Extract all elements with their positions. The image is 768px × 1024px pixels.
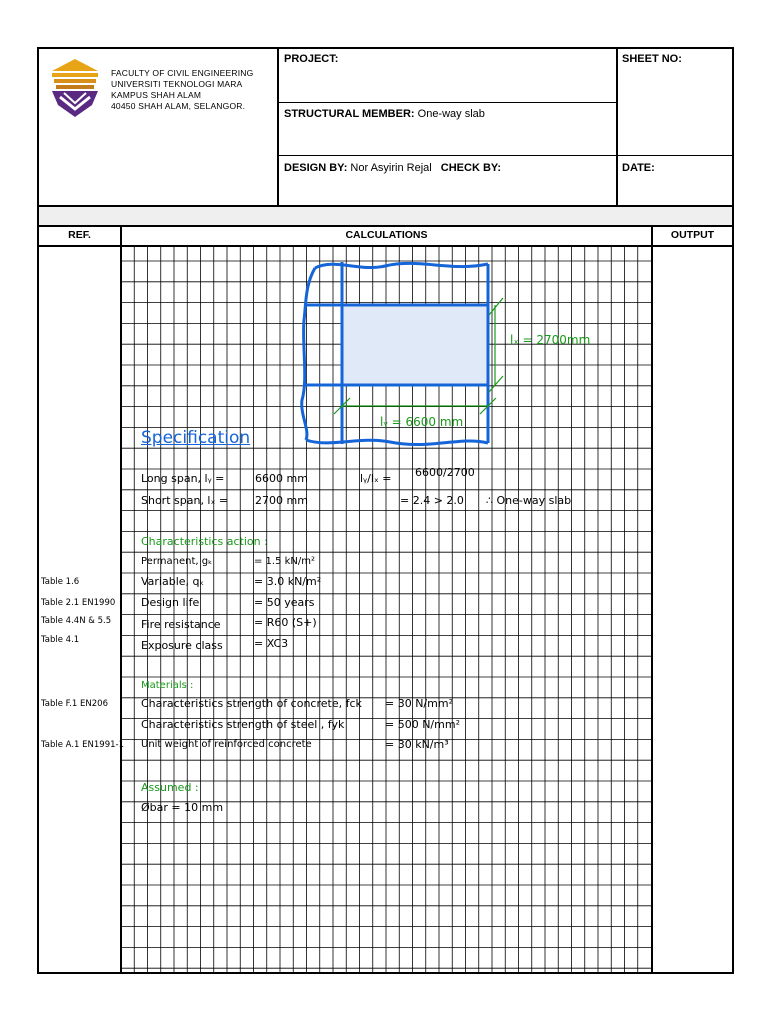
structural-member-value: One-way slab: [417, 108, 485, 120]
faculty-line: UNIVERSITI TEKNOLOGI MARA: [111, 79, 243, 89]
ratio-fraction: 6600/2700: [415, 466, 475, 479]
structural-member-label: STRUCTURAL MEMBER:: [284, 108, 415, 120]
design-by-value: Nor Asyirin Rejal: [350, 162, 432, 174]
long-span-value: 6600 mm: [255, 472, 308, 485]
exposure-class-value: = XC3: [254, 637, 289, 650]
ref-table-4-4n: Table 4.4N & 5.5: [41, 616, 112, 626]
slab-panel-fill: [342, 305, 488, 385]
ratio-label: lᵧ/lₓ =: [360, 472, 392, 485]
short-span-label: Short span, lₓ =: [141, 494, 229, 507]
faculty-line: 40450 SHAH ALAM, SELANGOR.: [111, 101, 246, 111]
actions-title: Characteristics action :: [141, 535, 268, 548]
conclusion: ∴ One-way slab: [486, 494, 572, 507]
ref-column-header: REF.: [68, 229, 91, 241]
unit-weight-value: = 30 kN/m³: [385, 738, 449, 751]
ratio-result: = 2.4 > 2.0: [400, 494, 464, 507]
faculty-line: FACULTY OF CIVIL ENGINEERING: [111, 68, 254, 78]
short-span-value: 2700 mm: [255, 494, 308, 507]
output-column-header: OUTPUT: [670, 229, 715, 241]
variable-value: = 3.0 kN/m²: [254, 575, 322, 588]
faculty-line: KAMPUS SHAH ALAM: [111, 90, 202, 100]
design-life-label: Design life: [141, 596, 200, 609]
lx-label: lₓ = 2700mm: [510, 333, 591, 347]
concrete-strength-value: = 30 N/mm²: [385, 697, 453, 710]
steel-strength-label: Characteristics strength of steel , fyk: [141, 718, 345, 731]
project-label: PROJECT:: [284, 53, 339, 65]
check-by-label: CHECK BY:: [440, 162, 502, 174]
calculations-column-header: CALCULATIONS: [345, 229, 428, 241]
assumed-title: Assumed :: [141, 781, 199, 794]
ref-table-a-1: Table A.1 EN1991-1: [41, 740, 124, 750]
ref-table-f-1: Table F.1 EN206: [41, 699, 108, 709]
materials-title: Materials :: [141, 680, 194, 691]
design-life-value: = 50 years: [254, 596, 315, 609]
slab-bottom-edge: [306, 440, 488, 445]
ref-table-2-1: Table 2.1 EN1990: [41, 598, 116, 608]
fire-resistance-value: = R60 (S+): [254, 616, 317, 629]
variable-label: Variable, qₖ: [141, 575, 205, 588]
slab-left-edge: [302, 268, 315, 440]
bar-diameter: Øbar = 10 mm: [141, 801, 224, 814]
specification-title: Specification: [141, 428, 251, 448]
unit-weight-label: Unit weight of reinforced concrete: [141, 739, 312, 750]
ly-label: lᵧ = 6600 mm: [380, 415, 464, 429]
exposure-class-label: Exposure class: [141, 639, 223, 652]
ref-table-4-1: Table 4.1: [41, 635, 80, 645]
fire-resistance-label: Fire resistance: [141, 618, 221, 631]
long-span-label: Long span, lᵧ =: [141, 472, 225, 485]
ref-table-1-6: Table 1.6: [41, 577, 80, 587]
concrete-strength-label: Characteristics strength of concrete, fck: [141, 697, 362, 710]
design-by-label: DESIGN BY:: [284, 162, 348, 174]
lx-dimension-tick: [489, 376, 503, 392]
date-label: DATE:: [622, 162, 655, 174]
steel-strength-value: = 500 N/mm²: [385, 718, 460, 731]
lx-dimension-tick: [489, 298, 503, 315]
sheet-no-label: SHEET NO:: [622, 53, 682, 65]
permanent-label: Permanent, gₖ: [141, 556, 213, 567]
permanent-value: = 1.5 kN/m²: [254, 556, 316, 567]
